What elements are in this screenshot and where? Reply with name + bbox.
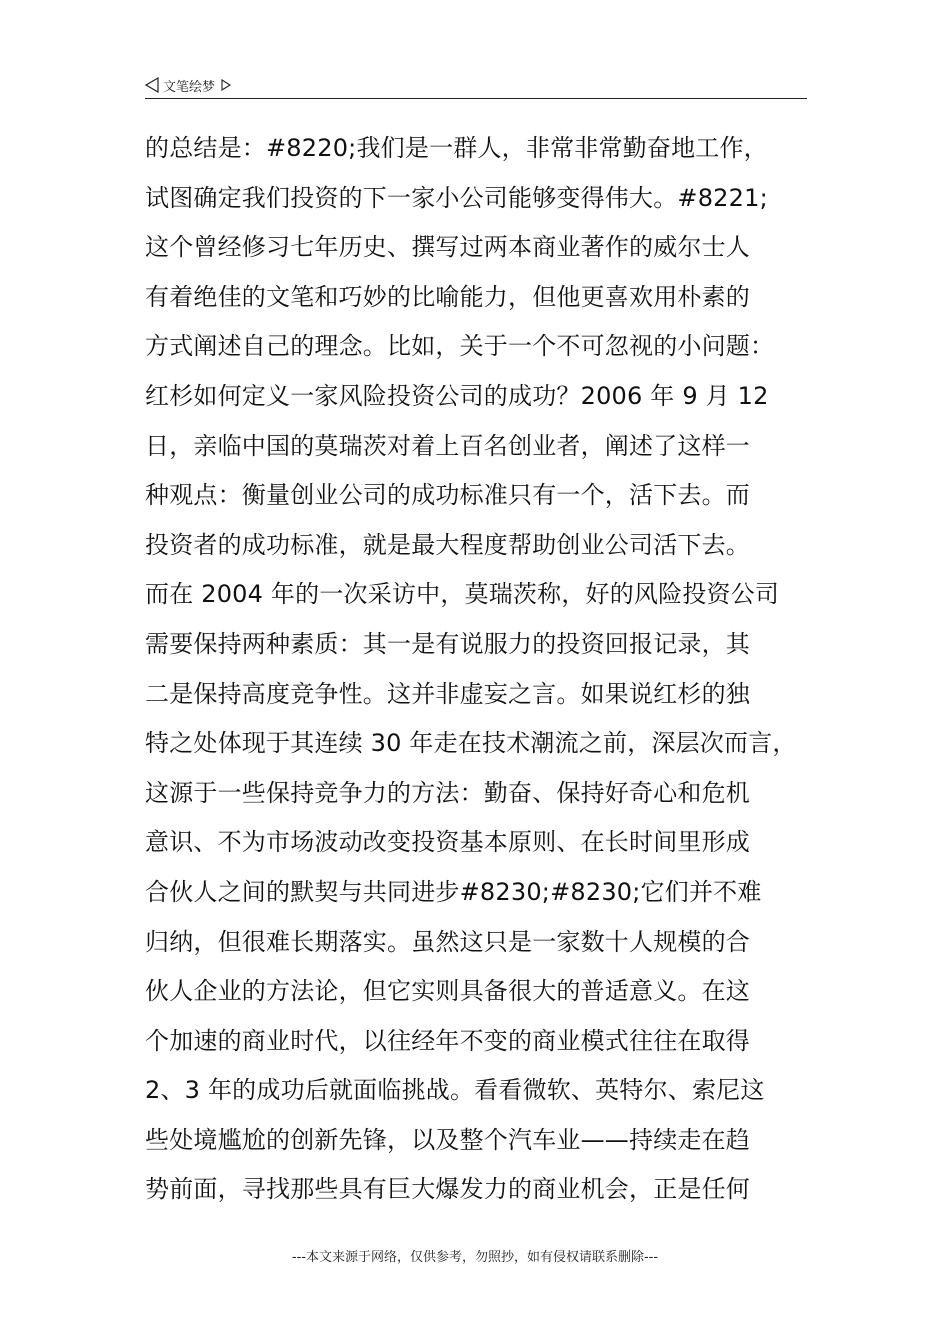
text-line: 投资者的成功标准，就是最大程度帮助创业公司活下去。 bbox=[145, 530, 750, 559]
text-line: 而在 2004 年的一次采访中，莫瑞茨称，好的风险投资公司 bbox=[145, 580, 780, 609]
text-line: 些处境尴尬的创新先锋，以及整个汽车业——持续走在趋 bbox=[145, 1125, 750, 1154]
header-title: 文笔绘梦 bbox=[163, 79, 216, 95]
text-line: 日，亲临中国的莫瑞茨对着上百名创业者，阐述了这样一 bbox=[145, 431, 750, 460]
text-line: 这源于一些保持竞争力的方法：勤奋、保持好奇心和危机 bbox=[145, 778, 750, 807]
text-line: 方式阐述自己的理念。比如，关于一个不可忽视的小问题： bbox=[145, 332, 775, 361]
text-line: 伙人企业的方法论，但它实则具备很大的普适意义。在这 bbox=[145, 977, 750, 1006]
document-body bbox=[145, 124, 835, 1215]
page-footer: ---本文来源于网络，仅供参考，勿照抄，如有侵权请联系删除--- bbox=[291, 1250, 659, 1265]
triangle-left-icon bbox=[145, 77, 159, 93]
text-line: 特之处体现于其连续 30 年走在技术潮流之前，深层次而言， bbox=[145, 729, 797, 758]
text-line: 试图确定我们投资的下一家小公司能够变得伟大。#8221; bbox=[145, 183, 768, 212]
text-line: 的总结是：#8220;我们是一群人，非常非常勤奋地工作， bbox=[145, 134, 768, 162]
text-line: 二是保持高度竞争性。这并非虚妄之言。如果说红杉的独 bbox=[145, 679, 750, 708]
text-line: 需要保持两种素质：其一是有说服力的投资回报记录，其 bbox=[145, 629, 750, 658]
triangle-right-icon bbox=[221, 79, 231, 91]
text-line: 这个曾经修习七年历史、撰写过两本商业著作的威尔士人 bbox=[145, 233, 750, 262]
text-line: 个加速的商业时代，以往经年不变的商业模式往往在取得 bbox=[145, 1026, 750, 1055]
text-line: 合伙人之间的默契与共同进步#8230;#8230;它们并不难 bbox=[145, 877, 762, 906]
text-line: 势前面，寻找那些具有巨大爆发力的商业机会，正是任何 bbox=[145, 1175, 750, 1204]
text-line: 意识、不为市场波动改变投资基本原则、在长时间里形成 bbox=[145, 828, 750, 857]
text-line: 归纳，但很难长期落实。虽然这只是一家数十人规模的合 bbox=[145, 927, 750, 956]
text-line: 有着绝佳的文笔和巧妙的比喻能力，但他更喜欢用朴素的 bbox=[145, 282, 750, 311]
text-line: 种观点：衡量创业公司的成功标准只有一个，活下去。而 bbox=[145, 481, 750, 510]
text-line: 红杉如何定义一家风险投资公司的成功？2006 年 9 月 12 bbox=[145, 381, 769, 410]
page-header bbox=[145, 72, 807, 99]
text-line: 2、3 年的成功后就面临挑战。看看微软、英特尔、索尼这 bbox=[145, 1076, 765, 1105]
